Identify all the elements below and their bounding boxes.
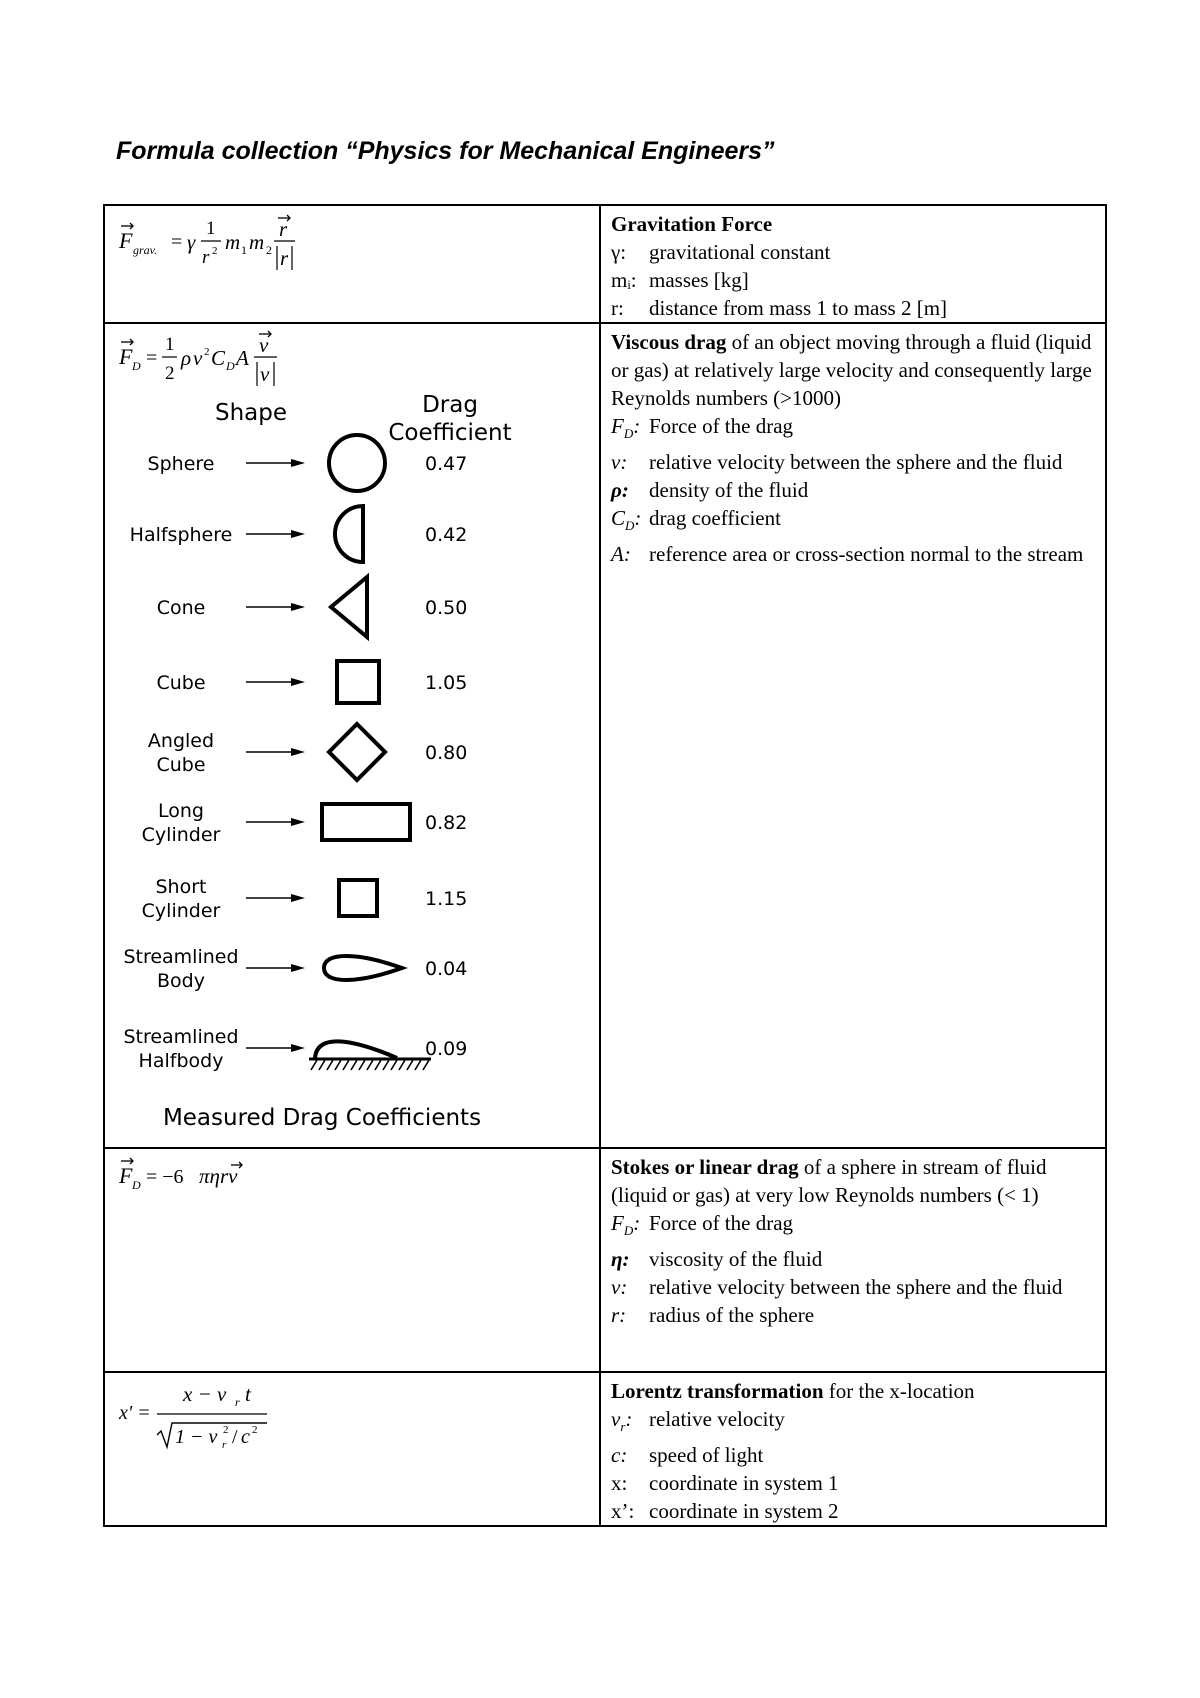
shape-label: Cube <box>156 672 206 694</box>
shape-label: Cube <box>156 754 206 776</box>
arrow-head <box>291 1044 305 1052</box>
definition-symbol: A: <box>611 542 631 567</box>
definition-symbol: ρ: <box>611 478 629 503</box>
shape-column-header: Shape <box>214 400 288 426</box>
section-heading: Gravitation Force <box>611 212 773 236</box>
formula-symbol: 1 − v <box>175 1426 218 1448</box>
coefficient-value: 0.50 <box>425 597 468 619</box>
definition-text: viscosity of the fluid <box>649 1247 823 1272</box>
formula-symbol: D <box>132 359 141 373</box>
formula-symbol: x' = <box>119 1402 151 1424</box>
definition-item <box>611 1469 1097 1497</box>
coefficient-value: 0.82 <box>425 812 468 834</box>
shape-label: Long <box>158 800 204 822</box>
coefficient-value: 0.09 <box>425 1038 468 1060</box>
ground-hatch <box>335 1060 341 1070</box>
shape-label: Streamlined <box>123 946 239 968</box>
cone-shape <box>331 577 367 637</box>
formula-cell <box>104 1148 600 1372</box>
definition-item <box>611 448 1097 476</box>
section-heading: Viscous drag <box>611 330 727 354</box>
definition-symbol: r: <box>611 296 624 320</box>
shape-label: Halfbody <box>138 1050 224 1072</box>
ground-hatch <box>359 1060 365 1070</box>
table-row <box>104 1148 1106 1372</box>
formula-symbol: 1 <box>241 243 247 257</box>
arrow-head <box>291 748 305 756</box>
lorentz-formula <box>117 1377 337 1457</box>
arrow-head <box>291 818 305 826</box>
definition-text: radius of the sphere <box>649 1303 815 1328</box>
formula-symbol: c <box>241 1426 250 1448</box>
formula-symbol: r <box>222 1439 227 1451</box>
formula-symbol: m <box>225 230 241 254</box>
formula-symbol: r <box>279 217 288 241</box>
definition-symbol: η: <box>611 1247 630 1272</box>
formula-symbol: 2 <box>165 363 175 384</box>
formula-symbol: A <box>236 346 249 370</box>
streamlined-halfbody-shape <box>315 1041 397 1058</box>
gravitation-formula <box>117 212 337 292</box>
arrow-head <box>291 678 305 686</box>
description-cell <box>600 323 1106 1148</box>
formula-symbol: F <box>119 1163 133 1188</box>
formula-symbol: r <box>202 247 210 268</box>
definition-text: coordinate in system 2 <box>649 1499 839 1524</box>
arrow-head <box>291 894 305 902</box>
definition-item <box>611 1405 1097 1441</box>
shape-label: Halfsphere <box>129 524 233 546</box>
ground-hatch <box>415 1060 421 1070</box>
coef-column-header-line1: Drag <box>422 392 478 418</box>
formula-symbol: x − v <box>183 1382 227 1406</box>
definition-symbol: mᵢ: <box>611 268 637 292</box>
ground-hatch <box>407 1060 413 1070</box>
ground-hatch <box>367 1060 373 1070</box>
section-intro: for the x-location <box>823 1379 975 1403</box>
formula-symbol: 2 <box>266 243 272 257</box>
long-cylinder-shape <box>322 804 410 840</box>
formula-symbol: D <box>226 359 235 373</box>
formula-cell <box>104 323 600 1148</box>
formula-symbol: F <box>119 228 133 253</box>
ground-hatch <box>375 1060 381 1070</box>
definition-symbol: c: <box>611 1443 628 1468</box>
drag-coefficient-chart <box>105 386 599 1146</box>
definition-symbol: $F_D$: <box>611 414 641 442</box>
shape-label: Body <box>157 970 205 992</box>
definition-text: distance from mass 1 to mass 2 [m] <box>649 296 948 320</box>
arrow-head <box>291 603 305 611</box>
definition-item <box>611 238 1097 266</box>
definition-symbol: v: <box>611 1275 628 1300</box>
formula-symbol: 2 <box>204 346 210 358</box>
definition-item <box>611 1209 1097 1245</box>
definition-text: drag coefficient <box>649 506 781 531</box>
formula-symbol: v <box>193 346 203 370</box>
definition-text: speed of light <box>649 1443 764 1468</box>
definition-item <box>611 1245 1097 1273</box>
ground-hatch <box>343 1060 349 1070</box>
short-cylinder-shape <box>339 880 377 916</box>
formula-symbol: = <box>171 231 183 253</box>
coefficient-value: 0.47 <box>425 453 468 475</box>
definition-symbol: $v_r$: <box>611 1407 633 1435</box>
definition-symbol: x’: <box>611 1499 635 1524</box>
definition-item <box>611 294 1097 322</box>
definition-symbol: $C_D$: <box>611 506 642 534</box>
section-heading: Stokes or linear drag <box>611 1155 799 1179</box>
definition-text: gravitational constant <box>649 240 831 264</box>
formula-table <box>103 204 1107 1527</box>
arrow-head <box>291 964 305 972</box>
formula-symbol: ρ <box>181 346 192 370</box>
definition-symbol: r: <box>611 1303 627 1328</box>
formula-symbol: 1 <box>206 218 216 239</box>
page-title: Formula collection “Physics for Mechanical Engineers” <box>116 137 775 165</box>
coef-column-header-line2: Coefficient <box>388 420 512 446</box>
definition-symbol: v: <box>611 450 628 475</box>
formula-cell <box>104 205 600 323</box>
definition-item <box>611 476 1097 504</box>
definition-item <box>611 1497 1097 1525</box>
formula-symbol: m <box>249 230 265 254</box>
formula-symbol: / <box>232 1426 238 1448</box>
formula-symbol: D <box>132 1178 141 1192</box>
streamlined-body-shape <box>324 956 402 980</box>
table-row <box>104 323 1106 1148</box>
definition-item <box>611 1441 1097 1469</box>
formula-symbol: r <box>235 1395 240 1409</box>
ground-hatch <box>391 1060 397 1070</box>
description-cell <box>600 205 1106 323</box>
definition-item <box>611 412 1097 448</box>
description-cell <box>600 1148 1106 1372</box>
coefficient-value: 1.05 <box>425 672 468 694</box>
shape-label: Short <box>155 876 207 898</box>
section-heading: Lorentz transformation <box>611 1379 824 1403</box>
formula-symbol: γ <box>187 230 196 254</box>
table-row <box>104 205 1106 323</box>
formula-symbol: grav. <box>133 243 158 257</box>
definition-text: Force of the drag <box>649 1211 794 1235</box>
definition-symbol: x: <box>611 1471 628 1496</box>
formula-symbol: v <box>260 362 270 386</box>
formula-cell <box>104 1372 600 1526</box>
formula-symbol: F <box>119 344 133 369</box>
description-cell <box>600 1372 1106 1526</box>
shape-label: Sphere <box>147 453 215 475</box>
formula-symbol: 1 <box>165 334 175 355</box>
shape-label: Cylinder <box>141 900 221 922</box>
definition-symbol: $F_D$: <box>611 1211 641 1239</box>
chart-title: Measured Drag Coefficients <box>162 1105 482 1131</box>
formula-symbol: v <box>259 333 269 357</box>
shape-label: Streamlined <box>123 1026 239 1048</box>
arrow-head <box>291 530 305 538</box>
definition-item <box>611 1273 1097 1301</box>
definition-text: coordinate in system 1 <box>649 1471 839 1496</box>
shape-label: Angled <box>147 730 215 752</box>
definition-text: relative velocity between the sphere and the fluid <box>649 450 1063 475</box>
coefficient-value: 1.15 <box>425 888 468 910</box>
ground-hatch <box>399 1060 405 1070</box>
definition-text: masses [kg] <box>649 268 749 292</box>
angled-cube-shape <box>329 724 385 780</box>
formula-symbol: r <box>280 246 289 270</box>
formula-symbol: 2 <box>252 1424 258 1436</box>
definition-text: relative velocity between the sphere and the fluid <box>649 1275 1063 1300</box>
definition-text: reference area or cross-section normal to the stream <box>649 542 1084 567</box>
definition-text: relative velocity <box>649 1407 785 1431</box>
definition-text: Force of the drag <box>649 414 794 438</box>
ground-hatch <box>311 1060 317 1070</box>
definition-text: density of the fluid <box>649 478 809 503</box>
ground-hatch <box>327 1060 333 1070</box>
shape-label: Cylinder <box>141 824 221 846</box>
coefficient-value: 0.42 <box>425 524 468 546</box>
ground-hatch <box>319 1060 325 1070</box>
formula-symbol: 2 <box>212 245 218 257</box>
ground-hatch <box>383 1060 389 1070</box>
definition-item <box>611 540 1097 568</box>
formula-symbol: πηrv <box>199 1164 238 1188</box>
definition-item <box>611 1301 1097 1329</box>
table-row <box>104 1372 1106 1526</box>
coefficient-value: 0.04 <box>425 958 468 980</box>
halfsphere-shape <box>335 506 363 562</box>
section-intro: of a sphere in stream of fluid (liquid or gas) at very low Reynolds numbers (< 1) <box>611 1155 1047 1207</box>
section-intro: of an object moving through a fluid (liquid or gas) at relatively large velocity and consequently large Reynolds numbers (>1000) <box>611 330 1092 410</box>
formula-symbol: = <box>146 347 158 369</box>
definition-item <box>611 266 1097 294</box>
ground-hatch <box>351 1060 357 1070</box>
shape-label: Cone <box>156 597 206 619</box>
definition-item <box>611 504 1097 540</box>
formula-symbol: t <box>245 1382 251 1406</box>
ground-hatch <box>423 1060 429 1070</box>
coefficient-value: 0.80 <box>425 742 468 764</box>
formula-symbol: = −6 <box>146 1166 184 1188</box>
stokes-drag-formula <box>117 1153 317 1197</box>
arrow-head <box>291 459 305 467</box>
formula-symbol: C <box>211 346 226 370</box>
cube-shape <box>337 661 379 703</box>
formula-symbol: 2 <box>223 1424 229 1436</box>
definition-symbol: γ: <box>611 240 627 264</box>
sphere-shape <box>329 435 385 491</box>
